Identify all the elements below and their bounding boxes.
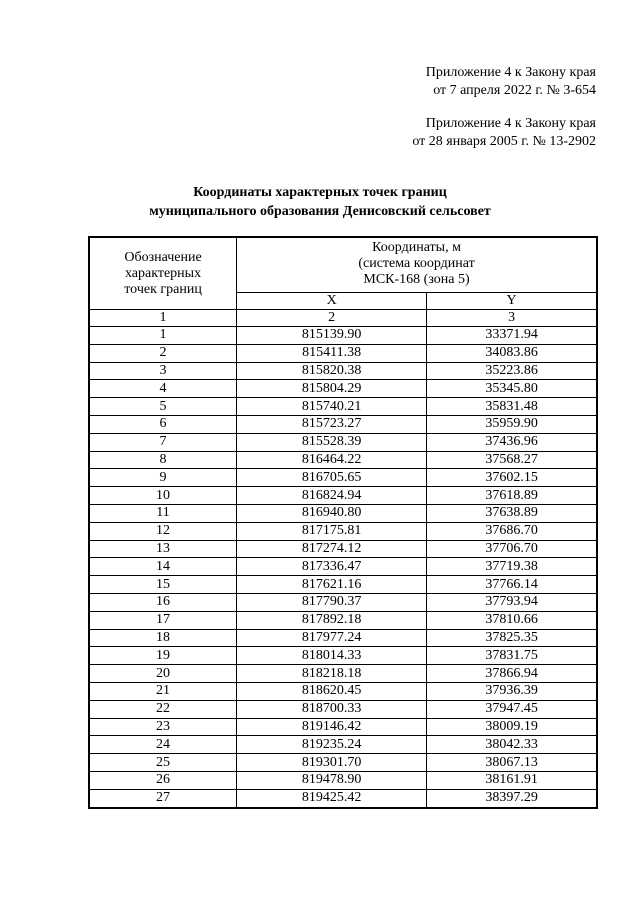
point-number-cell: 19 (89, 647, 237, 665)
table-row (89, 398, 597, 416)
y-coordinate-cell: 37719.38 (427, 558, 597, 576)
table-row (89, 611, 597, 629)
table-row (89, 593, 597, 611)
appendix-note-original-line1: Приложение 4 к Закону края (425, 116, 596, 131)
x-coordinate-cell: 818218.18 (237, 665, 427, 683)
y-coordinate-cell: 38161.91 (427, 771, 597, 789)
table-row (89, 629, 597, 647)
x-coordinate-cell: 817790.37 (237, 593, 427, 611)
point-number-cell: 20 (89, 665, 237, 683)
x-coordinate-cell: 816824.94 (237, 487, 427, 505)
x-coordinate-cell: 815411.38 (237, 344, 427, 362)
x-coordinate-cell: 816940.80 (237, 504, 427, 522)
table-row (89, 344, 597, 362)
point-number-cell: 27 (89, 789, 237, 807)
point-number-cell: 11 (89, 504, 237, 522)
point-number-cell: 2 (89, 344, 237, 362)
point-number-cell: 6 (89, 415, 237, 433)
y-coordinate-cell: 37866.94 (427, 665, 597, 683)
appendix-note-current-line1: Приложение 4 к Закону края (425, 65, 596, 80)
x-coordinate-cell: 819301.70 (237, 754, 427, 772)
x-coordinate-cell: 815139.90 (237, 327, 427, 345)
y-coordinate-cell: 35223.86 (427, 362, 597, 380)
table-row (89, 540, 597, 558)
y-coordinate-cell: 37793.94 (427, 593, 597, 611)
table-row (89, 522, 597, 540)
point-number-cell: 16 (89, 593, 237, 611)
x-coordinate-cell: 815528.39 (237, 433, 427, 451)
y-coordinate-cell: 37436.96 (427, 433, 597, 451)
y-coordinate-cell: 37766.14 (427, 576, 597, 594)
y-coordinate-cell: 37568.27 (427, 451, 597, 469)
point-number-cell: 12 (89, 522, 237, 540)
x-coordinate-cell: 817274.12 (237, 540, 427, 558)
header-point-label-line3: точек границ (124, 281, 202, 297)
header-coords-label-line1: Координаты, м (372, 240, 461, 255)
appendix-note-current-line2: от 7 апреля 2022 г. № 3-654 (433, 83, 596, 98)
y-coordinate-cell: 38042.33 (427, 736, 597, 754)
table-row (89, 558, 597, 576)
point-number-cell: 5 (89, 398, 237, 416)
column-number-2: 2 (237, 310, 427, 327)
point-number-cell: 23 (89, 718, 237, 736)
header-x: X (237, 293, 427, 310)
point-number-cell: 22 (89, 700, 237, 718)
y-coordinate-cell: 35831.48 (427, 398, 597, 416)
document-title-line2: муниципального образования Денисовский сельсовет (149, 204, 491, 219)
x-coordinate-cell: 815740.21 (237, 398, 427, 416)
table-row (89, 433, 597, 451)
table-row (89, 682, 597, 700)
x-coordinate-cell: 818700.33 (237, 700, 427, 718)
x-coordinate-cell: 818014.33 (237, 647, 427, 665)
table-header-row (89, 237, 597, 293)
y-coordinate-cell: 37638.89 (427, 504, 597, 522)
appendix-note-original-line2: от 28 января 2005 г. № 13-2902 (412, 134, 596, 149)
x-coordinate-cell: 817175.81 (237, 522, 427, 540)
x-coordinate-cell: 817977.24 (237, 629, 427, 647)
header-coordinates (237, 237, 597, 293)
point-number-cell: 13 (89, 540, 237, 558)
point-number-cell: 7 (89, 433, 237, 451)
appendix-note-current (426, 64, 596, 100)
x-coordinate-cell: 816464.22 (237, 451, 427, 469)
table-row (89, 665, 597, 683)
y-coordinate-cell: 34083.86 (427, 344, 597, 362)
y-coordinate-cell: 33371.94 (427, 327, 597, 345)
header-point-designation (89, 237, 237, 310)
x-coordinate-cell: 816705.65 (237, 469, 427, 487)
header-coords-label-line3: МСК-168 (зона 5) (363, 272, 470, 287)
y-coordinate-cell: 38009.19 (427, 718, 597, 736)
y-coordinate-cell: 37947.45 (427, 700, 597, 718)
y-coordinate-cell: 35345.80 (427, 380, 597, 398)
table-row (89, 789, 597, 807)
table-row (89, 504, 597, 522)
header-point-label-line1: Обозначение (124, 249, 202, 265)
table-row (89, 362, 597, 380)
point-number-cell: 24 (89, 736, 237, 754)
x-coordinate-cell: 819478.90 (237, 771, 427, 789)
y-coordinate-cell: 38397.29 (427, 789, 597, 807)
table-row (89, 700, 597, 718)
y-coordinate-cell: 37825.35 (427, 629, 597, 647)
table-row (89, 718, 597, 736)
y-coordinate-cell: 37686.70 (427, 522, 597, 540)
y-coordinate-cell: 37618.89 (427, 487, 597, 505)
y-coordinate-cell: 37936.39 (427, 682, 597, 700)
point-number-cell: 10 (89, 487, 237, 505)
y-coordinate-cell: 35959.90 (427, 415, 597, 433)
table-row (89, 451, 597, 469)
appendix-note-original (412, 115, 596, 151)
table-row (89, 415, 597, 433)
point-number-cell: 4 (89, 380, 237, 398)
point-number-cell: 25 (89, 754, 237, 772)
point-number-cell: 15 (89, 576, 237, 594)
table-column-numbers-row (89, 310, 597, 327)
point-number-cell: 17 (89, 611, 237, 629)
table-row (89, 754, 597, 772)
x-coordinate-cell: 817336.47 (237, 558, 427, 576)
table-row (89, 576, 597, 594)
table-row (89, 380, 597, 398)
header-coords-label-line2: (система координат (358, 256, 475, 271)
y-coordinate-cell: 37831.75 (427, 647, 597, 665)
document-title (0, 183, 640, 221)
x-coordinate-cell: 817892.18 (237, 611, 427, 629)
table-row (89, 736, 597, 754)
coordinates-table (88, 236, 598, 809)
x-coordinate-cell: 819146.42 (237, 718, 427, 736)
point-number-cell: 21 (89, 682, 237, 700)
x-coordinate-cell: 817621.16 (237, 576, 427, 594)
x-coordinate-cell: 819425.42 (237, 789, 427, 807)
x-coordinate-cell: 819235.24 (237, 736, 427, 754)
table-row (89, 647, 597, 665)
table-row (89, 327, 597, 345)
document-title-line1: Координаты характерных точек границ (193, 185, 447, 200)
y-coordinate-cell: 37602.15 (427, 469, 597, 487)
column-number-3: 3 (427, 310, 597, 327)
point-number-cell: 14 (89, 558, 237, 576)
point-number-cell: 9 (89, 469, 237, 487)
x-coordinate-cell: 815723.27 (237, 415, 427, 433)
point-number-cell: 18 (89, 629, 237, 647)
point-number-cell: 3 (89, 362, 237, 380)
y-coordinate-cell: 38067.13 (427, 754, 597, 772)
point-number-cell: 8 (89, 451, 237, 469)
table-body (89, 327, 597, 808)
y-coordinate-cell: 37706.70 (427, 540, 597, 558)
header-point-label-line2: характерных (124, 265, 202, 281)
point-number-cell: 26 (89, 771, 237, 789)
column-number-1: 1 (89, 310, 237, 327)
x-coordinate-cell: 815820.38 (237, 362, 427, 380)
point-number-cell: 1 (89, 327, 237, 345)
table-row (89, 771, 597, 789)
x-coordinate-cell: 815804.29 (237, 380, 427, 398)
y-coordinate-cell: 37810.66 (427, 611, 597, 629)
x-coordinate-cell: 818620.45 (237, 682, 427, 700)
table-row (89, 487, 597, 505)
header-y: Y (427, 293, 597, 310)
table-row (89, 469, 597, 487)
